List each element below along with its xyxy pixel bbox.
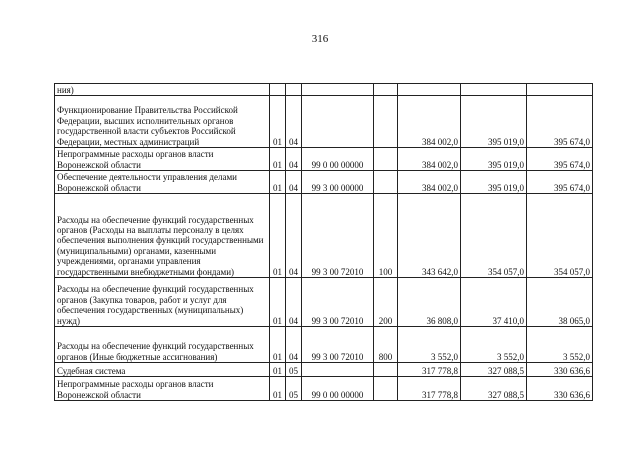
row-name-cell: Расходы на обеспечение функций государственных органов (Расходы на выплаты персоналу в целях обеспечения выполнения функций государственными (муниципальными) органами, казенными учреждениями, органами управления государственными внебюджетными фондами) — [55, 194, 270, 278]
section-code-cell: 01 — [270, 327, 286, 363]
subsection-code-cell: 04 — [286, 278, 302, 327]
section-code-cell: 01 — [270, 278, 286, 327]
page-number: 316 — [311, 33, 329, 45]
table-row — [55, 278, 593, 327]
target-article-cell: 99 3 00 72010 — [302, 194, 374, 278]
amount-year2-cell: 395 019,0 — [461, 171, 527, 194]
table-row — [55, 96, 593, 148]
target-article-cell: 99 3 00 72010 — [302, 278, 374, 327]
section-code-cell: 01 — [270, 194, 286, 278]
amount-year1-cell: 343 642,0 — [398, 194, 461, 278]
amount-year1-cell: 36 808,0 — [398, 278, 461, 327]
subsection-code-cell: 05 — [286, 377, 302, 401]
amount-year3-cell: 354 057,0 — [527, 194, 593, 278]
table-row — [55, 327, 593, 363]
amount-year1-cell: 384 002,0 — [398, 96, 461, 148]
table-row — [55, 363, 593, 377]
amount-year2-cell: 395 019,0 — [461, 148, 527, 171]
row-name-cell: Судебная система — [55, 363, 270, 377]
amount-year3-cell — [527, 84, 593, 96]
expense-type-cell: 100 — [374, 194, 398, 278]
table-row — [55, 377, 593, 401]
subsection-code-cell: 04 — [286, 327, 302, 363]
amount-year3-cell: 395 674,0 — [527, 148, 593, 171]
amount-year1-cell: 317 778,8 — [398, 377, 461, 401]
section-code-cell: 01 — [270, 96, 286, 148]
subsection-code-cell: 04 — [286, 148, 302, 171]
amount-year2-cell: 354 057,0 — [461, 194, 527, 278]
row-name-cell: Расходы на обеспечение функций государственных органов (Иные бюджетные ассигнования) — [55, 327, 270, 363]
amount-year1-cell: 317 778,8 — [398, 363, 461, 377]
target-article-cell — [302, 96, 374, 148]
expense-type-cell — [374, 84, 398, 96]
subsection-code-cell: 04 — [286, 194, 302, 278]
subsection-code-cell: 04 — [286, 171, 302, 194]
table-row — [55, 171, 593, 194]
section-code-cell: 01 — [270, 363, 286, 377]
table-row — [55, 148, 593, 171]
row-name-cell: Обеспечение деятельности управления делами Воронежской области — [55, 171, 270, 194]
subsection-code-cell: 04 — [286, 96, 302, 148]
target-article-cell — [302, 363, 374, 377]
amount-year3-cell: 330 636,6 — [527, 363, 593, 377]
amount-year2-cell: 395 019,0 — [461, 96, 527, 148]
row-name-cell: ния) — [55, 84, 270, 96]
section-code-cell — [270, 84, 286, 96]
row-name-cell: Расходы на обеспечение функций государственных органов (Закупка товаров, работ и услуг для обеспечения государственных (муниципальных) нужд) — [55, 278, 270, 327]
subsection-code-cell — [286, 84, 302, 96]
section-code-cell: 01 — [270, 148, 286, 171]
amount-year3-cell: 38 065,0 — [527, 278, 593, 327]
amount-year2-cell: 3 552,0 — [461, 327, 527, 363]
expense-type-cell — [374, 377, 398, 401]
target-article-cell: 99 0 00 00000 — [302, 148, 374, 171]
amount-year2-cell: 327 088,5 — [461, 377, 527, 401]
table-row — [55, 84, 593, 96]
row-name-cell: Непрограммные расходы органов власти Воронежской области — [55, 148, 270, 171]
amount-year1-cell: 3 552,0 — [398, 327, 461, 363]
amount-year2-cell: 37 410,0 — [461, 278, 527, 327]
subsection-code-cell: 05 — [286, 363, 302, 377]
target-article-cell: 99 0 00 00000 — [302, 377, 374, 401]
amount-year2-cell: 327 088,5 — [461, 363, 527, 377]
expense-type-cell — [374, 96, 398, 148]
amount-year1-cell: 384 002,0 — [398, 171, 461, 194]
amount-year3-cell: 3 552,0 — [527, 327, 593, 363]
expense-type-cell — [374, 363, 398, 377]
target-article-cell: 99 3 00 72010 — [302, 327, 374, 363]
target-article-cell: 99 3 00 00000 — [302, 171, 374, 194]
amount-year1-cell — [398, 84, 461, 96]
amount-year1-cell: 384 002,0 — [398, 148, 461, 171]
row-name-cell: Функционирование Правительства Российской Федерации, высших исполнительных органов государственной власти субъектов Российской Федерации, местных администраций — [55, 96, 270, 148]
amount-year3-cell: 395 674,0 — [527, 171, 593, 194]
amount-year3-cell: 395 674,0 — [527, 96, 593, 148]
amount-year3-cell: 330 636,6 — [527, 377, 593, 401]
section-code-cell: 01 — [270, 377, 286, 401]
expense-type-cell: 200 — [374, 278, 398, 327]
budget-table — [54, 83, 593, 401]
target-article-cell — [302, 84, 374, 96]
row-name-cell: Непрограммные расходы органов власти Воронежской области — [55, 377, 270, 401]
amount-year2-cell — [461, 84, 527, 96]
section-code-cell: 01 — [270, 171, 286, 194]
expense-type-cell: 800 — [374, 327, 398, 363]
expense-type-cell — [374, 171, 398, 194]
table-row — [55, 194, 593, 278]
expense-type-cell — [374, 148, 398, 171]
